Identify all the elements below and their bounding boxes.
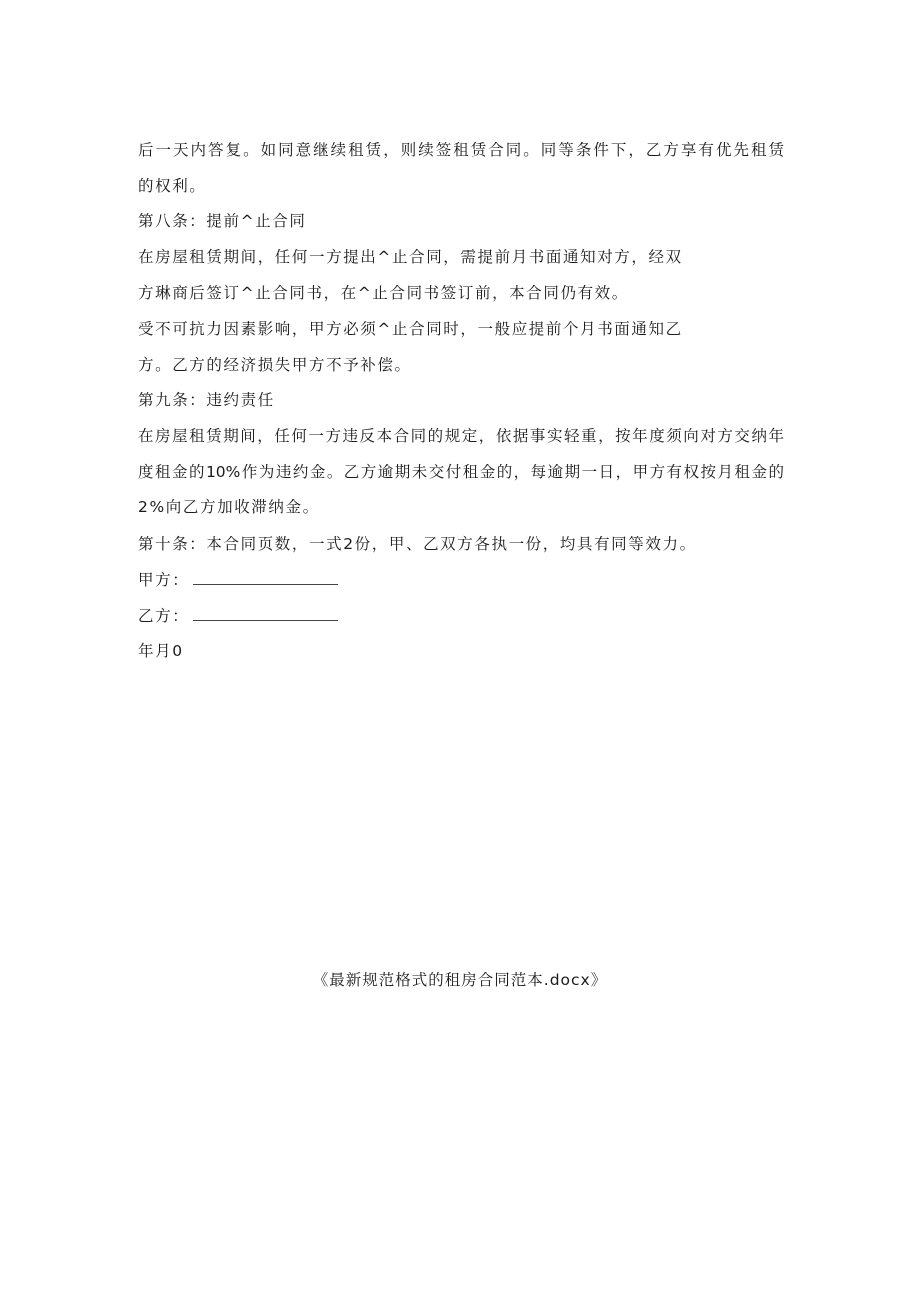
paragraph-line: 度租金的10%作为违约金。乙方逾期未交付租金的，每逾期一日，甲方有权按月租金的 <box>138 463 784 481</box>
party-a-label: 甲方： <box>138 571 190 589</box>
paragraph-line: 的权利。 <box>138 177 207 195</box>
party-b-signature-line <box>193 606 338 621</box>
party-b-label: 乙方： <box>138 607 190 625</box>
paragraph-line: 2%向乙方加收滞纳金。 <box>138 498 320 516</box>
party-a-signature-line <box>193 570 338 585</box>
party-a-signature <box>138 570 338 590</box>
paragraph-line: 在房屋租赁期间，任何一方提出^止合同，需提前月书面通知对方，经双 <box>138 248 683 266</box>
paragraph-line: 方琳商后签订^止合同书，在^止合同书签订前，本合同仍有效。 <box>138 284 629 302</box>
article-heading: 第八条：提前^止合同 <box>138 212 307 230</box>
date-line: 年月0 <box>138 642 184 660</box>
paragraph-line: 后一天内答复。如同意继续租赁，则续签租赁合同。同等条件下，乙方享有优先租赁 <box>138 141 784 159</box>
paragraph-line: 方。乙方的经济损失甲方不予补偿。 <box>138 356 412 374</box>
paragraph-line: 受不可抗力因素影响，甲方必须^止合同时，一般应提前个月书面通知乙 <box>138 320 683 338</box>
article-heading: 第九条：违约责任 <box>138 391 275 409</box>
paragraph-line: 在房屋租赁期间，任何一方违反本合同的规定，依据事实轻重，按年度须向对方交纳年 <box>138 427 784 445</box>
article-heading: 第十条：本合同页数，一式2份，甲、乙双方各执一份，均具有同等效力。 <box>138 535 697 553</box>
party-b-signature <box>138 606 338 626</box>
document-footer-title: 《最新规范格式的租房合同范本.docx》 <box>312 971 608 989</box>
